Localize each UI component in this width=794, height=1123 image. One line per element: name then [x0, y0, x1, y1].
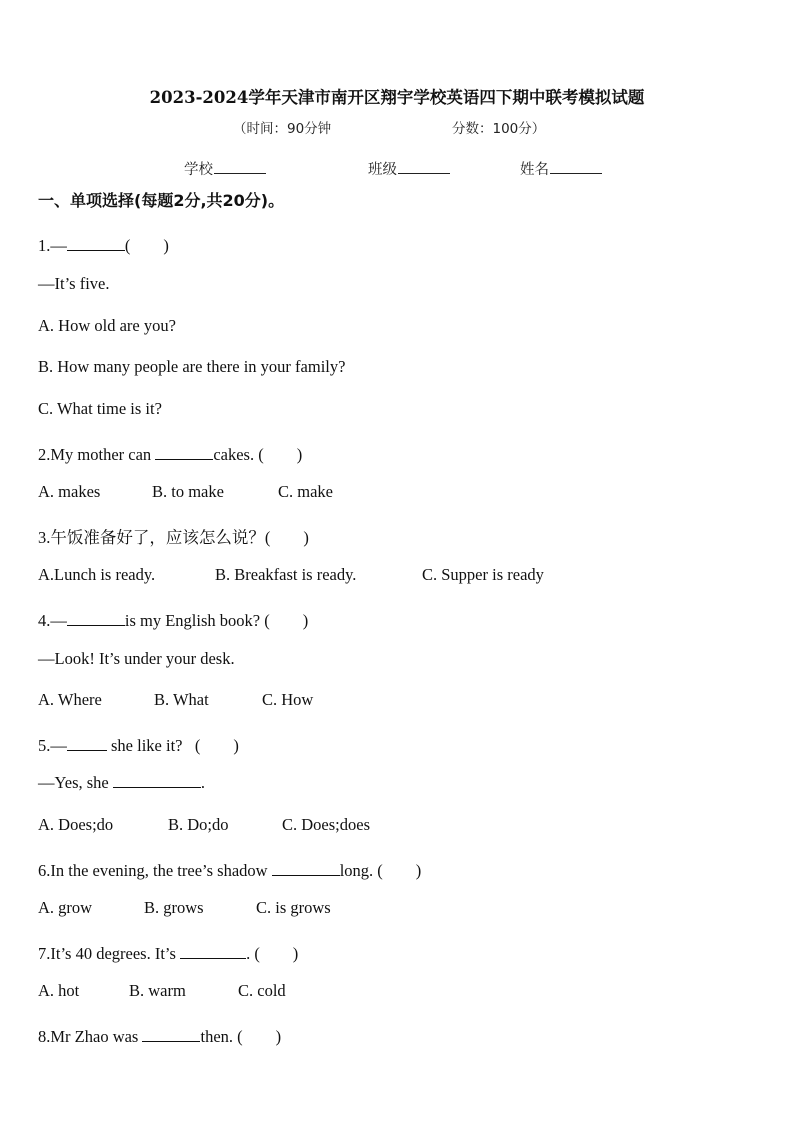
question-6-options	[38, 898, 331, 918]
reply-text: .	[200, 773, 206, 792]
school-blank[interactable]	[214, 159, 266, 174]
question-text: 4.—	[38, 611, 67, 630]
question-7	[38, 940, 298, 964]
name-field	[520, 158, 602, 179]
school-field	[184, 158, 266, 179]
question-6	[38, 857, 421, 881]
answer-blank[interactable]	[155, 447, 213, 460]
question-text: cakes. ( )	[213, 445, 303, 464]
question-text: . ( )	[246, 944, 299, 963]
option-c: C. cold	[238, 981, 286, 1000]
answer-blank[interactable]	[142, 1029, 200, 1042]
answer-blank[interactable]	[67, 238, 125, 251]
answer-paren: ( )	[124, 236, 169, 255]
question-2	[38, 441, 302, 465]
answer-blank[interactable]	[113, 775, 201, 788]
question-4-options	[38, 690, 313, 710]
question-7-options	[38, 981, 286, 1001]
question-text: 7.It’s 40 degrees. It’s	[38, 944, 181, 963]
option-b: B. Do;do	[168, 815, 229, 834]
question-text: then. ( )	[200, 1027, 282, 1046]
answer-blank[interactable]	[67, 613, 125, 626]
question-5-reply	[38, 773, 205, 793]
question-4	[38, 607, 308, 631]
option-b: B. warm	[129, 981, 186, 1000]
question-5	[38, 732, 239, 756]
question-number: 1.	[38, 236, 51, 255]
question-text: is my English book? ( )	[124, 611, 309, 630]
option-a: A.Lunch is ready.	[38, 565, 156, 584]
question-text: she like it? ( )	[106, 736, 239, 755]
name-blank[interactable]	[550, 159, 602, 174]
name-label: 姓名	[520, 162, 549, 178]
question-text: 5.—	[38, 736, 67, 755]
question-text: 2.My mother can	[38, 445, 156, 464]
option-a: A. makes	[38, 482, 101, 501]
option-a: A. Does;do	[38, 815, 114, 834]
school-label: 学校	[184, 162, 213, 178]
option-b: B. to make	[152, 482, 224, 501]
question-3: 3.午饭准备好了，应该怎么说？( )	[38, 528, 309, 547]
answer-blank[interactable]	[272, 863, 340, 876]
option-b: B. How many people are there in your family?	[38, 357, 346, 376]
option-c: C. Does;does	[282, 815, 370, 834]
question-text: 8.Mr Zhao was	[38, 1027, 143, 1046]
option-b: B. grows	[144, 898, 204, 917]
class-label: 班级	[368, 162, 397, 178]
reply-text: —Yes, she	[38, 773, 113, 792]
question-text: 6.In the evening, the tree’s shadow	[38, 861, 272, 880]
option-a: A. Where	[38, 690, 102, 709]
question-3-options	[38, 565, 544, 585]
exam-title: 2023-2024学年天津市南开区翔宇学校英语四下期中联考模拟试题	[149, 88, 645, 107]
question-2-options	[38, 482, 333, 502]
option-b: B. Breakfast is ready.	[215, 565, 357, 584]
option-c: C. is grows	[256, 898, 331, 917]
question-4-reply: —Look! It’s under your desk.	[38, 649, 235, 668]
question-8	[38, 1023, 281, 1047]
option-c: C. What time is it?	[38, 399, 162, 418]
option-a: A. How old are you?	[38, 316, 176, 335]
question-1-reply: —It’s five.	[38, 274, 110, 293]
option-c: C. make	[278, 482, 333, 501]
section-title: 一、单项选择(每题2分,共20分)。	[38, 191, 285, 210]
option-a: A. hot	[38, 981, 80, 1000]
class-field	[368, 158, 450, 179]
answer-blank[interactable]	[67, 738, 107, 751]
question-text: long. ( )	[339, 861, 422, 880]
answer-blank[interactable]	[180, 946, 246, 959]
class-blank[interactable]	[398, 159, 450, 174]
exam-score: 分数：100分）	[452, 121, 546, 137]
dash: —	[50, 236, 67, 255]
question-5-options	[38, 815, 370, 835]
question-1	[38, 232, 169, 256]
option-b: B. What	[154, 690, 209, 709]
option-c: C. How	[262, 690, 314, 709]
exam-time: （时间：90分钟	[233, 121, 332, 137]
option-a: A. grow	[38, 898, 93, 917]
option-c: C. Supper is ready	[422, 565, 544, 584]
